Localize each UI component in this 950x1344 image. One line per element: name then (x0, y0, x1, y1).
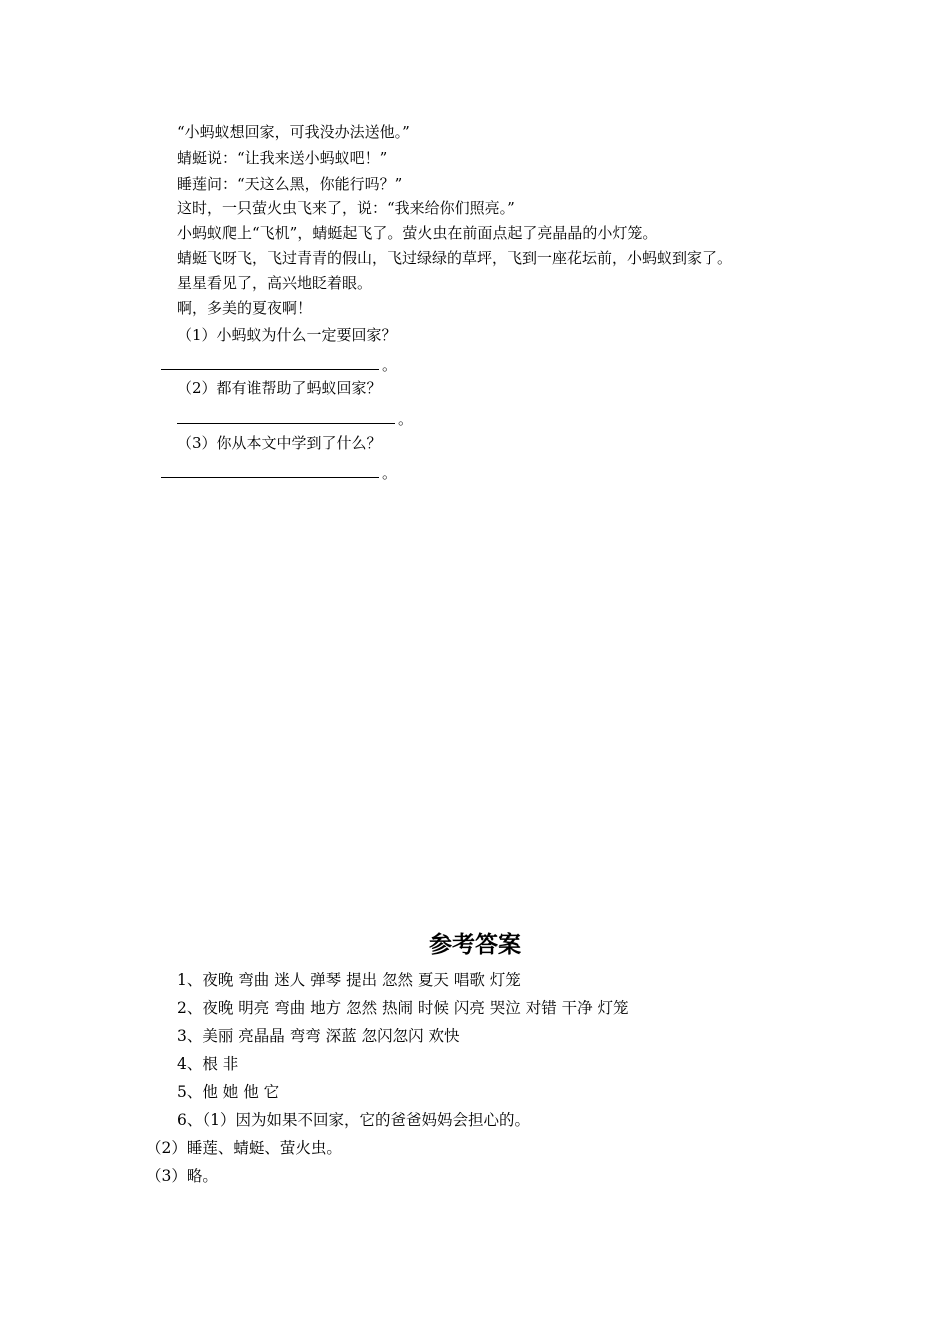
story-line: 蜻蜓说：“让我来送小蚂蚁吧！” (177, 149, 388, 167)
question-2: （2）都有谁帮助了蚂蚁回家？ (177, 379, 382, 397)
answer-item: （3）略。 (146, 1167, 218, 1185)
answer-item: 4、根 非 (177, 1055, 239, 1073)
answer-blank-3[interactable] (161, 477, 379, 478)
answer-item: 6、（1）因为如果不回家，它的爸爸妈妈会担心的。 (177, 1111, 530, 1129)
question-3: （3）你从本文中学到了什么？ (177, 434, 382, 452)
blank-period: 。 (398, 410, 414, 428)
story-line: 这时，一只萤火虫飞来了，说：“我来给你们照亮。” (177, 199, 515, 217)
story-line: 啊，多美的夏夜啊！ (177, 299, 313, 317)
answer-item: （2）睡莲、蜻蜓、萤火虫。 (146, 1139, 342, 1157)
answer-item: 3、美丽 亮晶晶 弯弯 深蓝 忽闪忽闪 欢快 (177, 1027, 460, 1045)
answer-item: 2、夜晚 明亮 弯曲 地方 忽然 热闹 时候 闪亮 哭泣 对错 干净 灯笼 (177, 999, 629, 1017)
blank-period: 。 (382, 464, 398, 482)
story-line: 星星看见了，高兴地眨着眼。 (177, 274, 373, 292)
story-line: 蜻蜓飞呀飞，飞过青青的假山，飞过绿绿的草坪，飞到一座花坛前，小蚂蚁到家了。 (177, 249, 733, 267)
answer-item: 5、他 她 他 它 (177, 1083, 280, 1101)
answer-item: 1、夜晚 弯曲 迷人 弹琴 提出 忽然 夏天 唱歌 灯笼 (177, 971, 521, 989)
question-1: （1）小蚂蚁为什么一定要回家？ (177, 326, 397, 344)
story-line: “小蚂蚁想回家，可我没办法送他。” (177, 123, 410, 141)
story-line: 小蚂蚁爬上“飞机”，蜻蜓起飞了。萤火虫在前面点起了亮晶晶的小灯笼。 (177, 224, 658, 242)
blank-period: 。 (382, 356, 398, 374)
answer-blank-2[interactable] (177, 423, 395, 424)
answer-blank-1[interactable] (161, 369, 379, 370)
story-line: 睡莲问：“天这么黑，你能行吗？” (177, 175, 403, 193)
answers-title: 参考答案 (429, 932, 521, 958)
